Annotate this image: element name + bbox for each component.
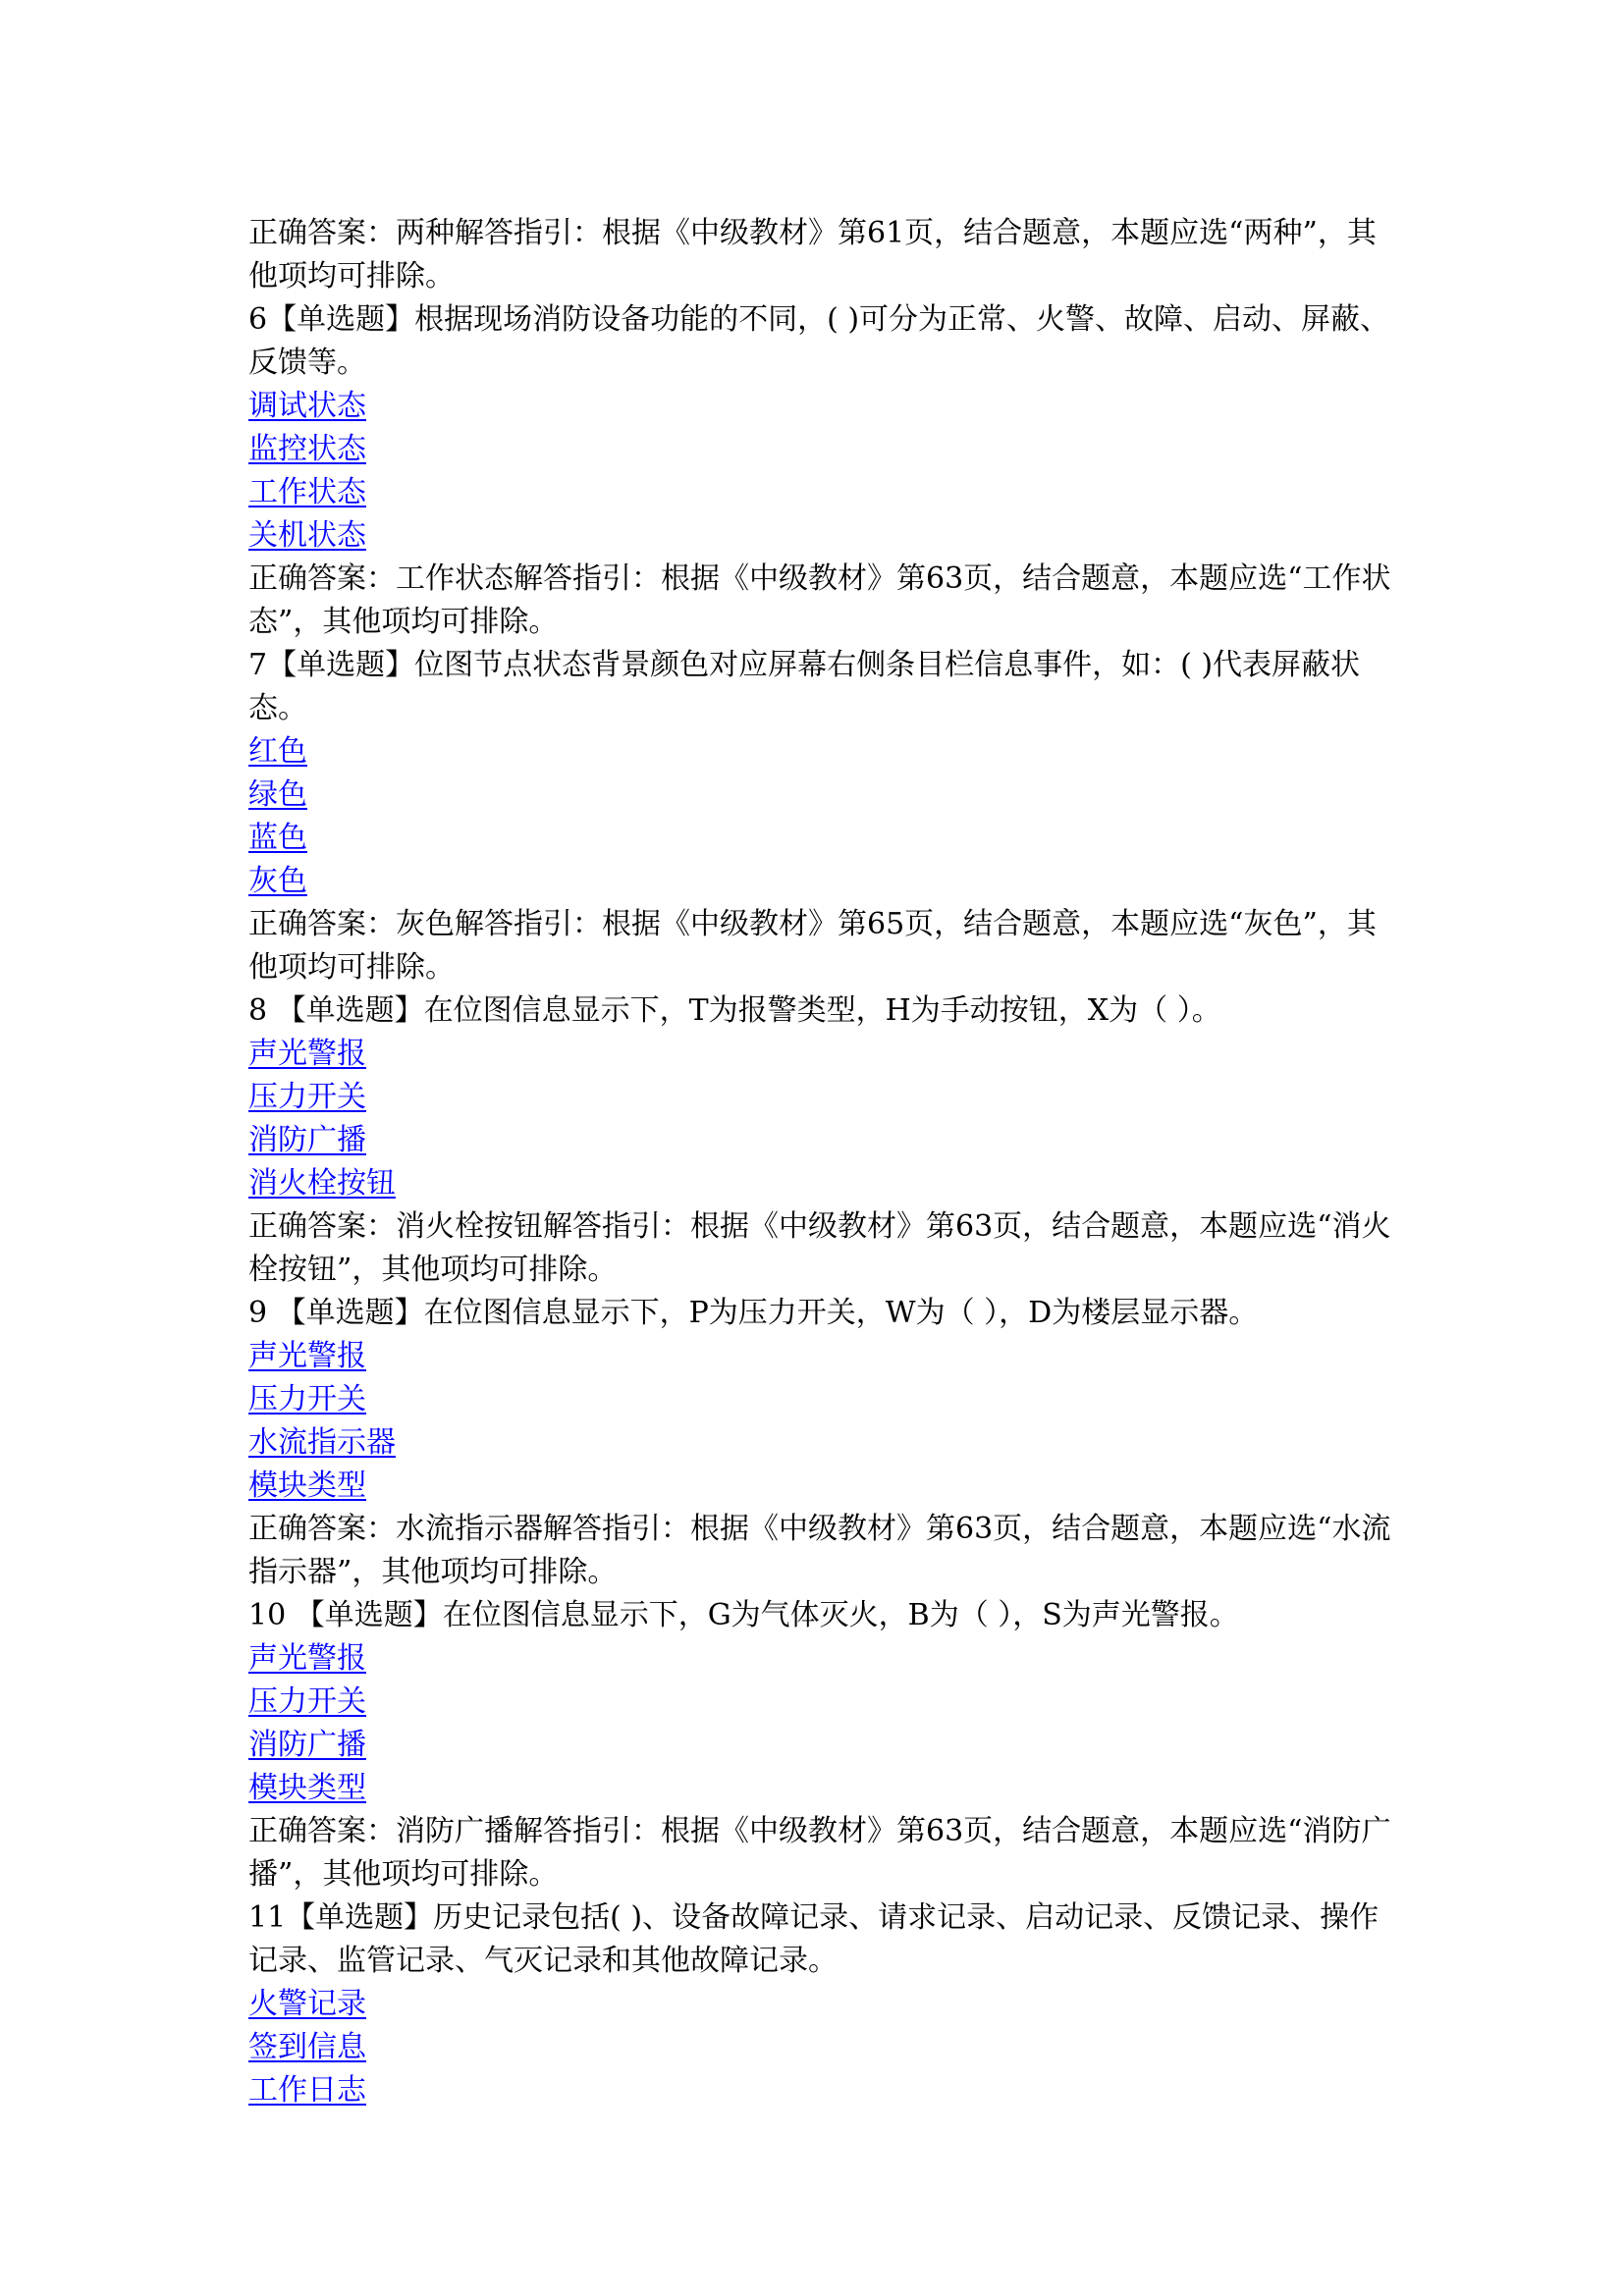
option-link[interactable]: 关机状态	[248, 518, 366, 553]
option-link[interactable]: 工作状态	[248, 475, 366, 509]
question-block-6	[248, 298, 1392, 644]
option-link[interactable]: 火警记录	[248, 1987, 366, 2021]
option-link[interactable]: 消防广播	[248, 1728, 366, 1762]
option-link[interactable]: 消火栓按钮	[248, 1166, 396, 1201]
option-link[interactable]: 消防广播	[248, 1123, 366, 1157]
option-link[interactable]: 压力开关	[248, 1382, 366, 1416]
question-block-9	[248, 1292, 1392, 1594]
document-page	[248, 212, 1392, 2112]
option-link[interactable]: 声光警报	[248, 1037, 366, 1071]
option-link[interactable]: 压力开关	[248, 1684, 366, 1719]
answer-explanation: 正确答案：消火栓按钮解答指引：根据《中级教材》第63页，结合题意，本题应选“消火栓按钮”，其他项均可排除。	[248, 1209, 1391, 1287]
option-link[interactable]: 红色	[248, 734, 307, 769]
option-link[interactable]: 绿色	[248, 777, 307, 812]
option-link[interactable]: 灰色	[248, 864, 307, 898]
question-block-10	[248, 1594, 1392, 1896]
option-link[interactable]: 压力开关	[248, 1080, 366, 1114]
question-text: 10 【单选题】在位图信息显示下，G为气体灭火，B为（ ），S为声光警报。	[248, 1598, 1239, 1632]
option-link[interactable]: 签到信息	[248, 2030, 366, 2064]
option-link[interactable]: 模块类型	[248, 1771, 366, 1805]
option-link[interactable]: 蓝色	[248, 821, 307, 855]
option-link[interactable]: 模块类型	[248, 1468, 366, 1503]
answer-explanation: 正确答案：消防广播解答指引：根据《中级教材》第63页，结合题意，本题应选“消防广播”，其他项均可排除。	[248, 1814, 1391, 1892]
question-block-8	[248, 989, 1392, 1292]
option-link[interactable]: 水流指示器	[248, 1425, 396, 1460]
question-text: 6【单选题】根据现场消防设备功能的不同，( )可分为正常、火警、故障、启动、屏蔽、反馈等。	[248, 302, 1390, 380]
question-text: 8 【单选题】在位图信息显示下，T为报警类型，H为手动按钮，X为（ ）。	[248, 993, 1221, 1028]
answer-explanation: 正确答案：两种解答指引：根据《中级教材》第61页，结合题意，本题应选“两种”，其他项均可排除。	[248, 216, 1377, 294]
option-link[interactable]: 声光警报	[248, 1339, 366, 1373]
question-block-7	[248, 644, 1392, 989]
answer-explanation: 正确答案：水流指示器解答指引：根据《中级教材》第63页，结合题意，本题应选“水流指示器”，其他项均可排除。	[248, 1512, 1391, 1589]
answer-explanation: 正确答案：灰色解答指引：根据《中级教材》第65页，结合题意，本题应选“灰色”，其他项均可排除。	[248, 907, 1377, 985]
question-block-11	[248, 1896, 1392, 2112]
question-text: 7【单选题】位图节点状态背景颜色对应屏幕右侧条目栏信息事件，如：( )代表屏蔽状态。	[248, 648, 1361, 725]
option-link[interactable]: 调试状态	[248, 389, 366, 423]
question-text: 11【单选题】历史记录包括( )、设备故障记录、请求记录、启动记录、反馈记录、操作记录、监管记录、气灭记录和其他故障记录。	[248, 1900, 1380, 1978]
option-link[interactable]: 工作日志	[248, 2073, 366, 2108]
option-link[interactable]: 声光警报	[248, 1641, 366, 1676]
answer-explanation: 正确答案：工作状态解答指引：根据《中级教材》第63页，结合题意，本题应选“工作状态”，其他项均可排除。	[248, 561, 1391, 639]
option-link[interactable]: 监控状态	[248, 432, 366, 466]
question-text: 9 【单选题】在位图信息显示下，P为压力开关，W为（ ），D为楼层显示器。	[248, 1296, 1259, 1330]
